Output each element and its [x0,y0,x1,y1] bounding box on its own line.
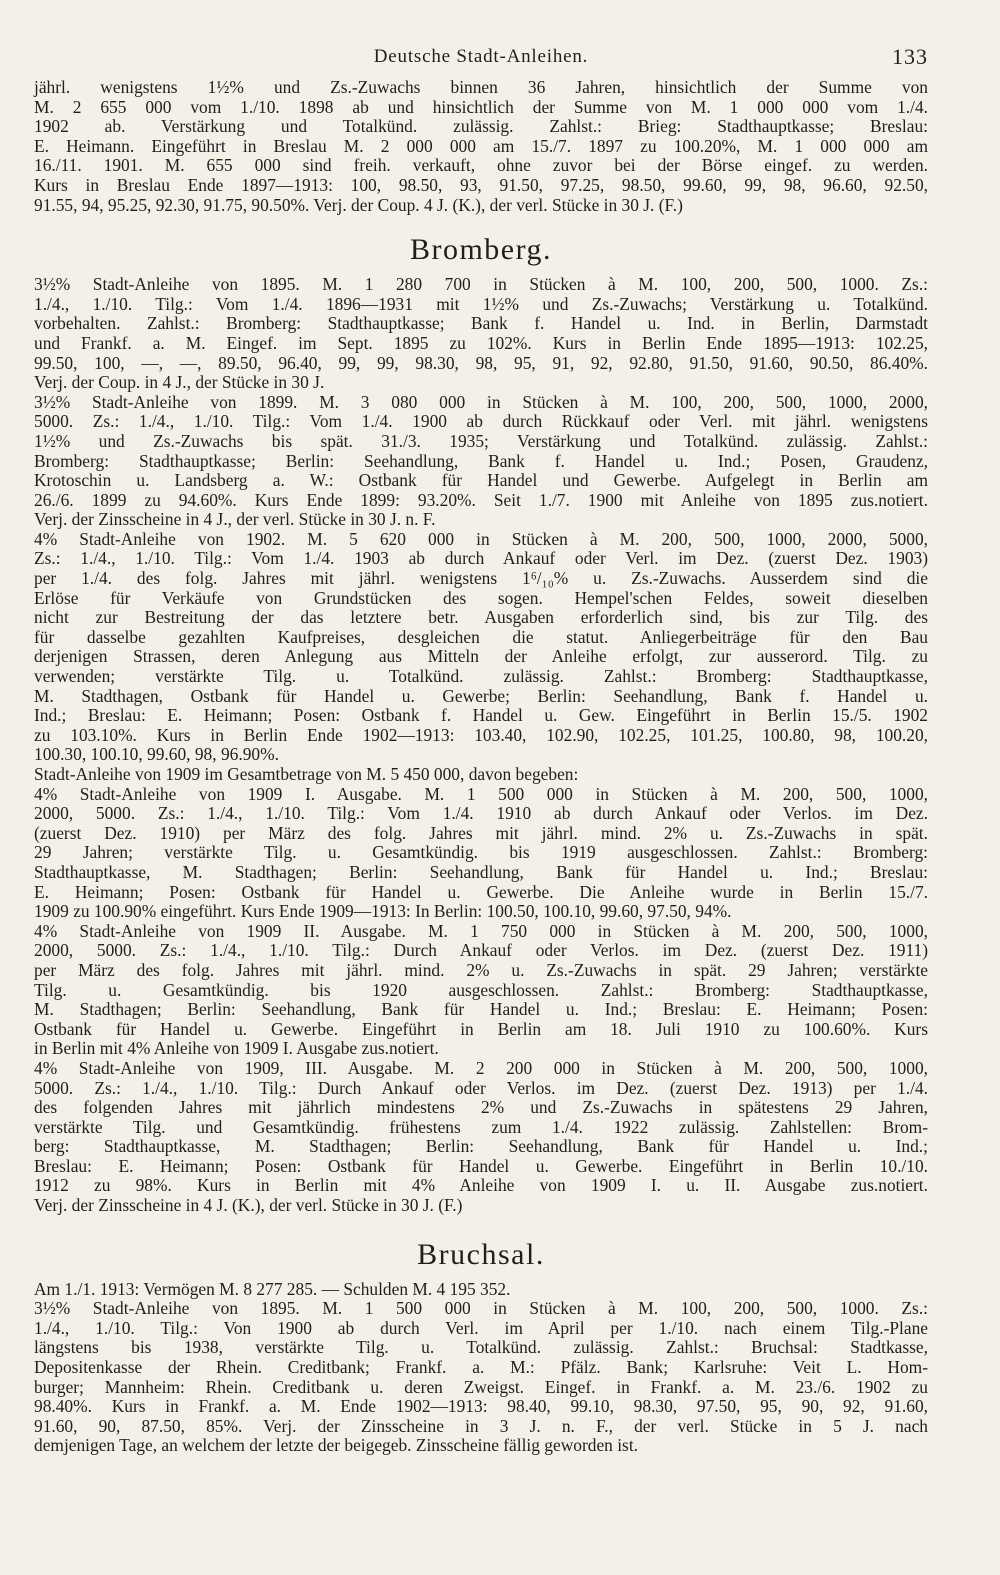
bromberg-text [34,275,928,1216]
text-line: nicht zur Bestreitung der das letztere betr. Ausgaben erforderlich sind, bis zur Tilg. des [34,607,928,628]
text-line: längstens bis 1938, verstärkte Tilg. u. Totalkünd. zulässig. Zahlst.: Bruchsal: Stadtkasse, [34,1337,928,1358]
text-line: 2000, 5000. Zs.: 1./4., 1./10. Tilg.: Vom 1./4. 1910 ab durch Ankauf oder Verlos. im Dez. [34,803,928,824]
section-heading-bruchsal: Bruchsal. [417,1237,545,1271]
text-line: für dasselbe gezahlten Kaufpreises, desgleichen die statut. Anliegerbeiträge für den Bau [34,626,928,647]
text-line: Zs.: 1./4., 1./10. Tilg.: Vom 1./4. 1903 ab durch Ankauf oder Verl. im Dez. (zuerst Dez. 1903) [34,548,928,569]
text-line: jährl. wenigstens 1½% und Zs.-Zuwachs binnen 36 Jahren, hinsichtlich der Summe von [34,77,928,97]
text-line: Erlöse für Verkäufe von Grundstücken des sogen. Hempel'schen Feldes, soweit dieselben [34,587,928,608]
text-line: 4% Stadt-Anleihe von 1909 II. Ausgabe. M. 1 750 000 in Stücken à M. 200, 500, 1000, [34,920,928,941]
text-line: Ostbank für Handel u. Gewerbe. Eingeführt in Berlin am 18. Juli 1910 zu 100.60%. Kurs [34,1018,928,1039]
text-line: Stadt-Anleihe von 1909 im Gesamtbetrage von M. 5 450 000, davon begeben: [34,764,579,784]
text-line: berg: Stadthauptkasse, M. Stadthagen; Berlin: Seehandlung, Bank für Handel u. Ind.; [34,1136,928,1157]
text-line: 4% Stadt-Anleihe von 1909, III. Ausgabe. M. 2 200 000 in Stücken à M. 200, 500, 1000, [34,1057,928,1078]
text-line: 1½% und Zs.-Zuwachs bis spät. 31./3. 1935; Verstärkung und Totalkünd. zulässig. Zahlst.: [34,430,928,451]
text-line: 91.60, 90, 87.50, 85%. Verj. der Zinsscheine in 3 J. n. F., der verl. Stücke in 5 J. nach [34,1415,928,1436]
text-line: per 1./4. des folg. Jahres mit jährl. wenigstens 1⁶/₁₀% u. Zs.-Zuwachs. Ausserdem sind die [34,568,928,589]
text-line: verstärkte Tilg. und Gesamtkündig. frühestens zum 1./4. 1922 zulässig. Zahlstellen: Brom- [34,1116,928,1137]
text-line: Stadthauptkasse, M. Stadthagen; Berlin: Seehandlung, Bank für Handel u. Ind.; Breslau: [34,861,928,882]
text-line: 1909 zu 100.90% eingeführt. Kurs Ende 1909—1913: In Berlin: 100.50, 100.10, 99.60, 97.50, 94%. [34,901,732,922]
text-line: 1902 ab. Verstärkung und Totalkünd. zulässig. Zahlst.: Brieg: Stadthauptkasse; Breslau: [34,116,928,137]
text-line: E. Heimann; Posen: Ostbank für Handel u. Gewerbe. Die Anleihe wurde in Berlin 15./7. [34,881,928,902]
text-line: zu 103.10%. Kurs in Berlin Ende 1902—1913: 103.40, 102.90, 102.25, 101.25, 100.80, 98, 100.20, [34,724,928,745]
text-line: verwenden; verstärkte Tilg. u. Totalkünd. zulässig. Zahlst.: Bromberg: Stadthauptkasse, [34,666,928,687]
text-line: 4% Stadt-Anleihe von 1909 I. Ausgabe. M. 1 500 000 in Stücken à M. 200, 500, 1000, [34,783,928,804]
text-line: per März des folg. Jahres mit jährl. mind. 2% u. Zs.-Zuwachs in spät. 29 Jahren; verstärkte [34,959,928,980]
text-line: burger; Mannheim: Rhein. Creditbank u. deren Zweigst. Eingef. in Frankf. a. M. 23./6. 1902 zu [34,1376,928,1397]
text-line: 4% Stadt-Anleihe von 1902. M. 5 620 000 in Stücken à M. 200, 500, 1000, 2000, 5000, [34,528,928,549]
text-line: Ind.; Breslau: E. Heimann; Posen: Ostbank f. Handel u. Gew. Eingeführt in Berlin 15./5. 1902 [34,705,928,726]
text-line: M. Stadthagen; Berlin: Seehandlung, Bank für Handel u. Ind.; Breslau: E. Heimann; Posen: [34,999,928,1020]
text-line: demjenigen Tage, an welchem der letzte der beigegeb. Zinsscheine fällig geworden ist. [34,1435,639,1456]
text-line: 99.50, 100, —, —, 89.50, 96.40, 99, 99, 98.30, 98, 95, 91, 92, 92.80, 91.50, 91.60, 90.50, 86.40%. [34,352,928,373]
text-line: 1./4., 1./10. Tilg.: Von 1900 ab durch Verl. im April per 1./10. nach einem Tilg.-Plane [34,1317,928,1338]
section-heading-bromberg: Bromberg. [409,233,553,267]
text-line: 98.40%. Kurs in Frankf. a. M. Ende 1902—1913: 98.40, 99.10, 98.30, 97.50, 95, 90, 92, 91.60, [34,1396,928,1417]
text-line: Kurs in Breslau Ende 1897—1913: 100, 98.50, 93, 91.50, 97.25, 98.50, 99.60, 99, 98, 96.60, 92.50, [34,174,928,195]
text-line: 3½% Stadt-Anleihe von 1899. M. 3 080 000 in Stücken à M. 100, 200, 500, 1000, 2000, [34,391,928,412]
text-line: 3½% Stadt-Anleihe von 1895. M. 1 500 000 in Stücken à M. 100, 200, 500, 1000. Zs.: [34,1298,928,1319]
text-line: derjenigen Strassen, deren Anlegung aus Mitteln der Anleihe erfolgt, zur ausserord. Tilg. zu [34,646,928,667]
text-line: Verj. der Zinsscheine in 4 J. (K.), der verl. Stücke in 30 J. (F.) [34,1195,463,1216]
text-line: 1912 zu 98%. Kurs in Berlin mit 4% Anleihe von 1909 I. u. II. Ausgabe zus.notiert. [34,1175,928,1196]
text-line: Am 1./1. 1913: Vermögen M. 8 277 285. — Schulden M. 4 195 352. [34,1278,511,1299]
text-line: 26./6. 1899 zu 94.60%. Kurs Ende 1899: 93.20%. Seit 1./7. 1900 mit Anleihe von 1895 zus.notiert. [34,489,928,510]
text-line: (zuerst Dez. 1910) per März des folg. Jahres mit jährl. mind. 2% u. Zs.-Zuwachs in spät. [34,822,928,843]
text-line: Depositenkasse der Rhein. Creditbank; Frankf. a. M.: Pfälz. Bank; Karlsruhe: Veit L. Hom- [34,1357,928,1378]
brieg-continuation [34,78,928,215]
text-line: 100.30, 100.10, 99.60, 98, 96.90%. [34,744,279,765]
running-title: Deutsche Stadt-Anleihen. [373,46,589,67]
text-line: 16./11. 1901. M. 655 000 sind freih. verkauft, ohne zuvor bei der Börse eingef. zu werden. [34,155,928,176]
text-line: 29 Jahren; verstärkte Tilg. u. Gesamtkündig. bis 1919 ausgeschlossen. Zahlst.: Bromberg: [34,842,928,863]
text-line: Bromberg: Stadthauptkasse; Berlin: Seehandlung, Bank f. Handel u. Ind.; Posen, Graudenz, [34,450,928,471]
text-line: 5000. Zs.: 1./4., 1./10. Tilg.: Vom 1./4. 1900 ab durch Rückkauf oder Verl. mit jährl. wenigstens [34,411,928,432]
text-line: Verj. der Coup. in 4 J., der Stücke in 30 J. [34,372,325,393]
text-line: 2000, 5000. Zs.: 1./4., 1./10. Tilg.: Durch Ankauf oder Verlos. im Dez. (zuerst Dez. 1911) [34,940,928,961]
page-number: 133 [892,44,928,69]
text-line: 91.55, 94, 95.25, 92.30, 91.75, 90.50%. Verj. der Coup. 4 J. (K.), der verl. Stücke in 30 J. (F.) [34,194,683,215]
text-line: M. Stadthagen, Ostbank für Handel u. Gewerbe; Berlin: Seehandlung, Bank f. Handel u. [34,685,928,706]
text-line: des folgenden Jahres mit jährlich mindestens 2% und Zs.-Zuwachs in spätestens 29 Jahren, [34,1097,928,1118]
text-line: Breslau: E. Heimann; Posen: Ostbank für Handel u. Gewerbe. Eingeführt in Berlin 10./10. [34,1155,928,1176]
text-line: M. 2 655 000 vom 1./10. 1898 ab und hinsichtlich der Summe von M. 1 000 000 vom 1./4. [34,96,928,117]
text-line: vorbehalten. Zahlst.: Bromberg: Stadthauptkasse; Bank f. Handel u. Ind. in Berlin, Darmstadt [34,313,928,334]
text-line: 3½% Stadt-Anleihe von 1895. M. 1 280 700 in Stücken à M. 100, 200, 500, 1000. Zs.: [34,274,928,295]
text-line: und Frankf. a. M. Eingef. im Sept. 1895 zu 102%. Kurs in Berlin Ende 1895—1913: 102.25, [34,332,928,353]
text-line: E. Heimann. Eingeführt in Breslau M. 2 000 000 am 15./7. 1897 zu 100.20%, M. 1 000 000 am [34,135,928,156]
text-line: Verj. der Zinsscheine in 4 J., der verl. Stücke in 30 J. n. F. [34,509,436,530]
text-line: 1./4., 1./10. Tilg.: Vom 1./4. 1896—1931 mit 1½% und Zs.-Zuwachs; Verstärkung u. Totalkünd. [34,293,928,314]
text-line: Krotoschin u. Landsberg a. W.: Ostbank für Handel und Gewerbe. Aufgelegt in Berlin am [34,470,928,491]
text-line: Tilg. u. Gesamtkündig. bis 1920 ausgeschlossen. Zahlst.: Bromberg: Stadthauptkasse, [34,979,928,1000]
bruchsal-text [34,1280,928,1456]
text-line: in Berlin mit 4% Anleihe von 1909 I. Ausgabe zus.notiert. [34,1038,439,1059]
running-head [34,38,928,78]
text-line: 5000. Zs.: 1./4., 1./10. Tilg.: Durch Ankauf oder Verlos. im Dez. (zuerst Dez. 1913) per 1./4. [34,1077,928,1098]
